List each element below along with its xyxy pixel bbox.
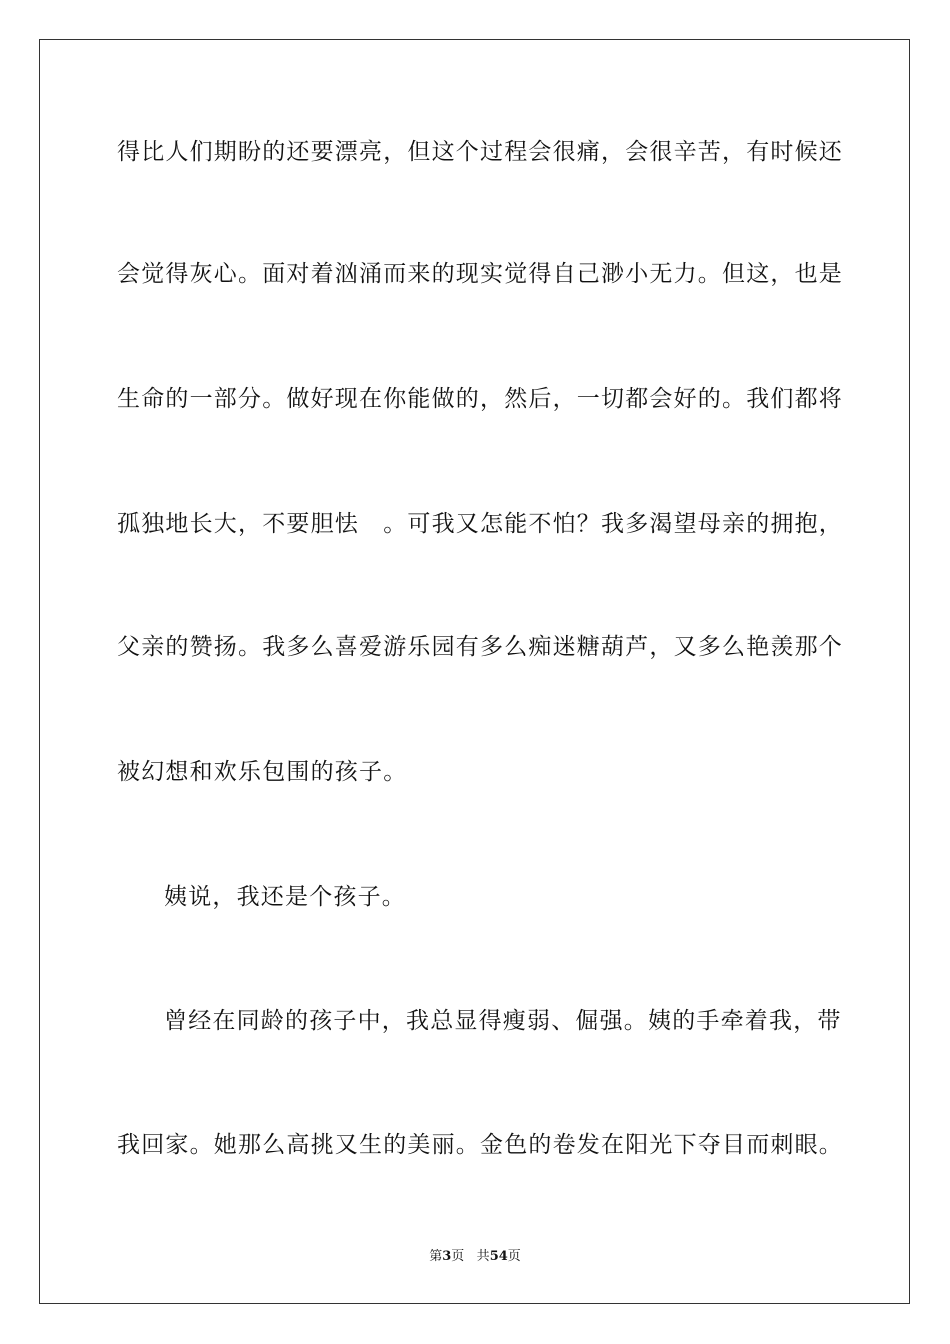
footer-total-suffix: 页 [507, 1249, 521, 1264]
text-line-4: 孤独地长大，不要胆怯 。可我又怎能不怕？我多渴望母亲的拥抱， [117, 511, 843, 537]
footer-total-pages: 54 [489, 1249, 508, 1264]
paragraph-line-7: 姨说，我还是个孩子。 [164, 884, 406, 910]
text-line-9: 我回家。她那么高挑又生的美丽。金色的卷发在阳光下夺目而刺眼。 [117, 1132, 843, 1158]
text-line-5: 父亲的赞扬。我多么喜爱游乐园有多么痴迷糖葫芦，又多么艳羡那个 [117, 634, 843, 660]
text-line-1: 得比人们期盼的还要漂亮，但这个过程会很痛，会很辛苦，有时候还 [117, 139, 843, 165]
text-line-3: 生命的一部分。做好现在你能做的，然后，一切都会好的。我们都将 [117, 386, 843, 412]
text-line-6: 被幻想和欢乐包围的孩子。 [117, 759, 408, 785]
footer-page-suffix: 页 [451, 1249, 465, 1264]
page-footer [0, 1248, 950, 1266]
footer-total-prefix: 共 [476, 1249, 490, 1264]
text-line-2: 会觉得灰心。面对着汹涌而来的现实觉得自己渺小无力。但这，也是 [117, 261, 843, 287]
paragraph-line-8: 曾经在同龄的孩子中，我总显得瘦弱、倔强。姨的手牵着我，带 [164, 1008, 842, 1034]
page-border [39, 39, 910, 1304]
footer-page-number: 3 [442, 1249, 452, 1264]
footer-page-prefix: 第 [429, 1249, 443, 1264]
